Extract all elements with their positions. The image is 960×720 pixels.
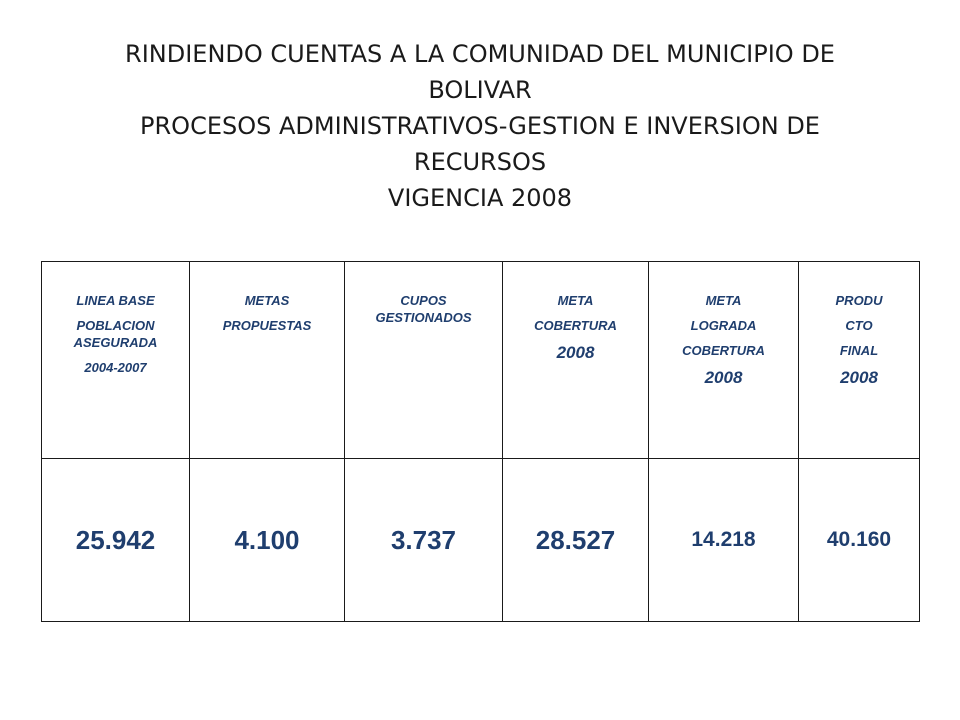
header-cell-metas-propuestas — [190, 262, 345, 459]
header-text: CUPOS — [400, 293, 447, 308]
value-meta-cobertura: 28.527 — [503, 459, 649, 622]
title-line-3: PROCESOS ADMINISTRATIVOS-GESTION E INVERSION DE — [140, 112, 820, 140]
title-line-4: RECURSOS — [413, 148, 547, 176]
header-cell-cupos-gestionados — [345, 262, 503, 459]
page-title — [60, 36, 900, 216]
title-line-2: BOLIVAR — [428, 76, 532, 104]
header-text: LINEA BASE — [76, 293, 155, 308]
title-line-1: RINDIENDO CUENTAS A LA COMUNIDAD DEL MUNICIPIO DE — [125, 40, 835, 68]
value-cupos-gestionados: 3.737 — [345, 459, 503, 622]
header-cell-meta-lograda — [649, 262, 799, 459]
values-row — [42, 459, 920, 622]
header-text: ASEGURADA — [73, 335, 158, 350]
header-text: META — [557, 293, 594, 308]
header-text: GESTIONADOS — [375, 310, 472, 325]
header-text: FINAL — [839, 343, 879, 358]
coverage-table — [41, 261, 920, 622]
value-producto-final: 40.160 — [799, 459, 920, 622]
header-text: COBERTURA — [682, 343, 765, 358]
value-metas-propuestas: 4.100 — [190, 459, 345, 622]
header-text: PRODU — [835, 293, 883, 308]
value-linea-base: 25.942 — [42, 459, 190, 622]
header-cell-meta-cobertura — [503, 262, 649, 459]
header-cell-linea-base — [42, 262, 190, 459]
header-year: 2008 — [840, 368, 878, 387]
header-text: POBLACION — [76, 318, 155, 333]
header-year: 2008 — [704, 368, 743, 387]
header-text: LOGRADA — [690, 318, 757, 333]
header-row — [42, 262, 920, 459]
header-text: PROPUESTAS — [222, 318, 312, 333]
header-text: META — [705, 293, 742, 308]
header-text: CTO — [845, 318, 873, 333]
title-line-5: VIGENCIA 2008 — [387, 184, 573, 212]
header-text: COBERTURA — [534, 318, 617, 333]
header-cell-producto-final — [799, 262, 920, 459]
header-year: 2008 — [556, 343, 595, 362]
header-text: METAS — [244, 293, 290, 308]
value-meta-lograda: 14.218 — [649, 459, 799, 622]
header-text: 2004-2007 — [84, 360, 147, 375]
